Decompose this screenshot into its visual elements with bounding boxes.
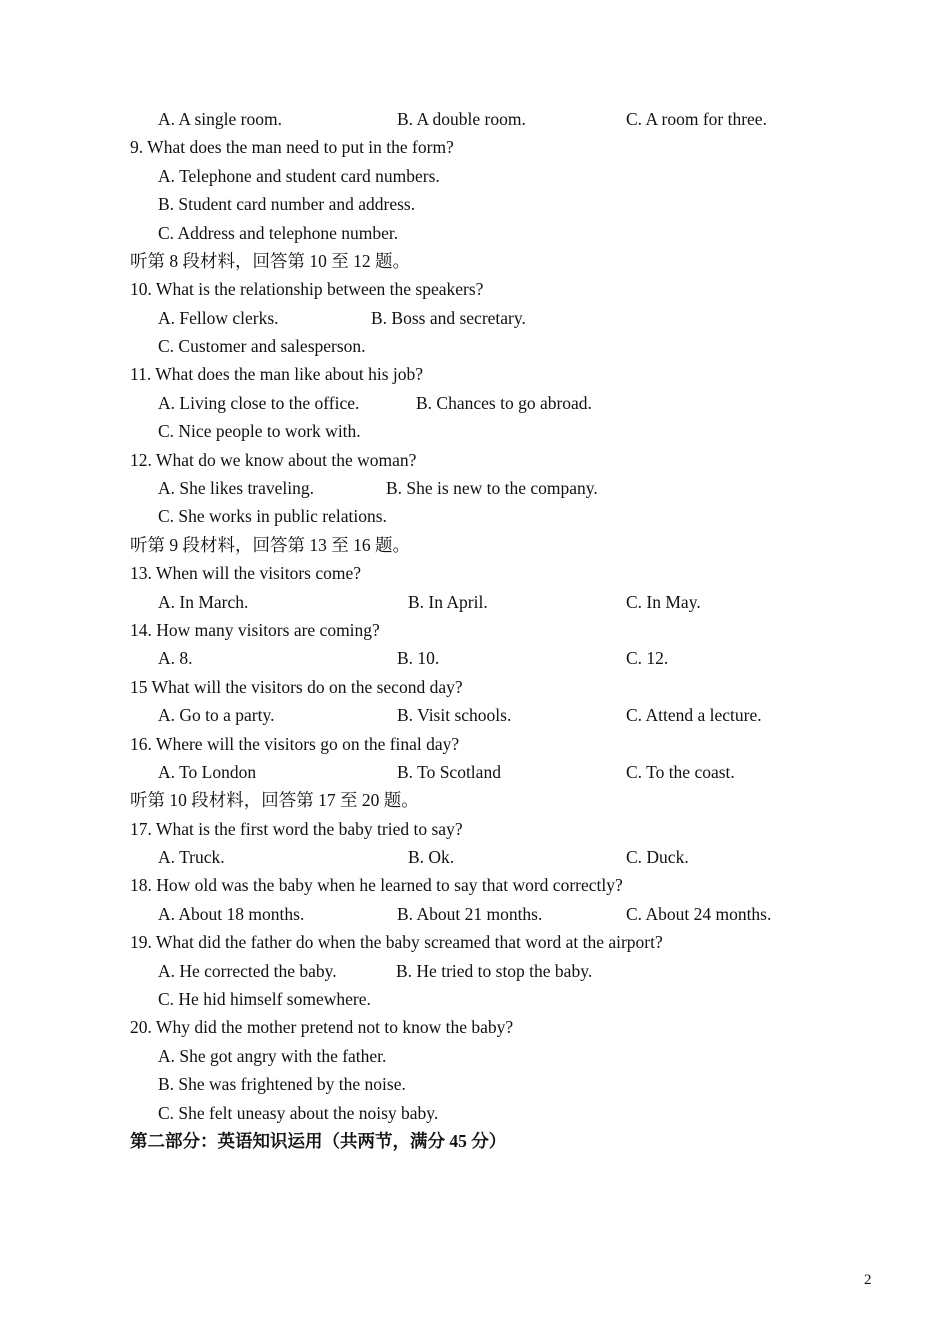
option: C. In May. (626, 592, 701, 612)
question-text: 9. What does the man need to put in the form? (130, 137, 454, 157)
option: A. She likes traveling. (158, 478, 315, 498)
option: B. She was frightened by the noise. (158, 1074, 406, 1094)
option: A. In March. (158, 592, 249, 612)
option: C. A room for three. (626, 109, 767, 129)
question-text: 20. Why did the mother pretend not to know the baby? (130, 1017, 514, 1037)
option: B. A double room. (397, 109, 526, 129)
page-number: 2 (864, 1272, 872, 1288)
option: B. 10. (397, 648, 440, 668)
option: A. Living close to the office. (158, 393, 360, 413)
option: A. Truck. (158, 847, 225, 867)
option: A. Go to a party. (158, 705, 275, 725)
option: B. About 21 months. (397, 904, 543, 924)
question-text: 19. What did the father do when the baby screamed that word at the airport? (130, 932, 663, 952)
option: C. Customer and salesperson. (158, 336, 366, 356)
question-text: 12. What do we know about the woman? (130, 450, 417, 470)
option: C. About 24 months. (626, 904, 772, 924)
option: B. Visit schools. (397, 705, 512, 725)
option: B. In April. (408, 592, 488, 612)
question-text: 14. How many visitors are coming? (130, 620, 380, 640)
option: C. 12. (626, 648, 669, 668)
question-text: 10. What is the relationship between the speakers? (130, 279, 484, 299)
question-text: 18. How old was the baby when he learned to say that word correctly? (130, 875, 623, 895)
option: A. Telephone and student card numbers. (158, 166, 440, 186)
section-instruction: 听第 10 段材料，回答第 17 至 20 题。 (130, 790, 419, 810)
option: A. 8. (158, 648, 193, 668)
section-instruction: 听第 9 段材料，回答第 13 至 16 题。 (130, 535, 410, 555)
option: B. To Scotland (397, 762, 501, 782)
option: C. Duck. (626, 847, 689, 867)
option: A. A single room. (158, 109, 282, 129)
option: C. He hid himself somewhere. (158, 989, 371, 1009)
option: A. To London (158, 762, 257, 782)
question-text: 17. What is the first word the baby tried to say? (130, 819, 463, 839)
part-heading: 第二部分：英语知识运用（共两节，满分 45 分） (130, 1131, 507, 1151)
option: C. To the coast. (626, 762, 735, 782)
option: C. Attend a lecture. (626, 705, 762, 725)
question-text: 13. When will the visitors come? (130, 563, 362, 583)
option: B. Boss and secretary. (371, 308, 526, 328)
option: C. Nice people to work with. (158, 421, 361, 441)
option: B. He tried to stop the baby. (396, 961, 593, 981)
option: B. Chances to go abroad. (416, 393, 592, 413)
option: C. Address and telephone number. (158, 223, 399, 243)
section-instruction: 听第 8 段材料，回答第 10 至 12 题。 (130, 251, 410, 271)
option: A. About 18 months. (158, 904, 305, 924)
question-text: 15 What will the visitors do on the second day? (130, 677, 463, 697)
option: A. He corrected the baby. (158, 961, 337, 981)
question-text: 16. Where will the visitors go on the final day? (130, 734, 460, 754)
option: A. Fellow clerks. (158, 308, 279, 328)
option: C. She felt uneasy about the noisy baby. (158, 1103, 439, 1123)
option: B. Ok. (408, 847, 455, 867)
option: A. She got angry with the father. (158, 1046, 387, 1066)
option: C. She works in public relations. (158, 506, 387, 526)
option: B. Student card number and address. (158, 194, 416, 214)
option: B. She is new to the company. (386, 478, 598, 498)
question-text: 11. What does the man like about his job? (130, 364, 424, 384)
